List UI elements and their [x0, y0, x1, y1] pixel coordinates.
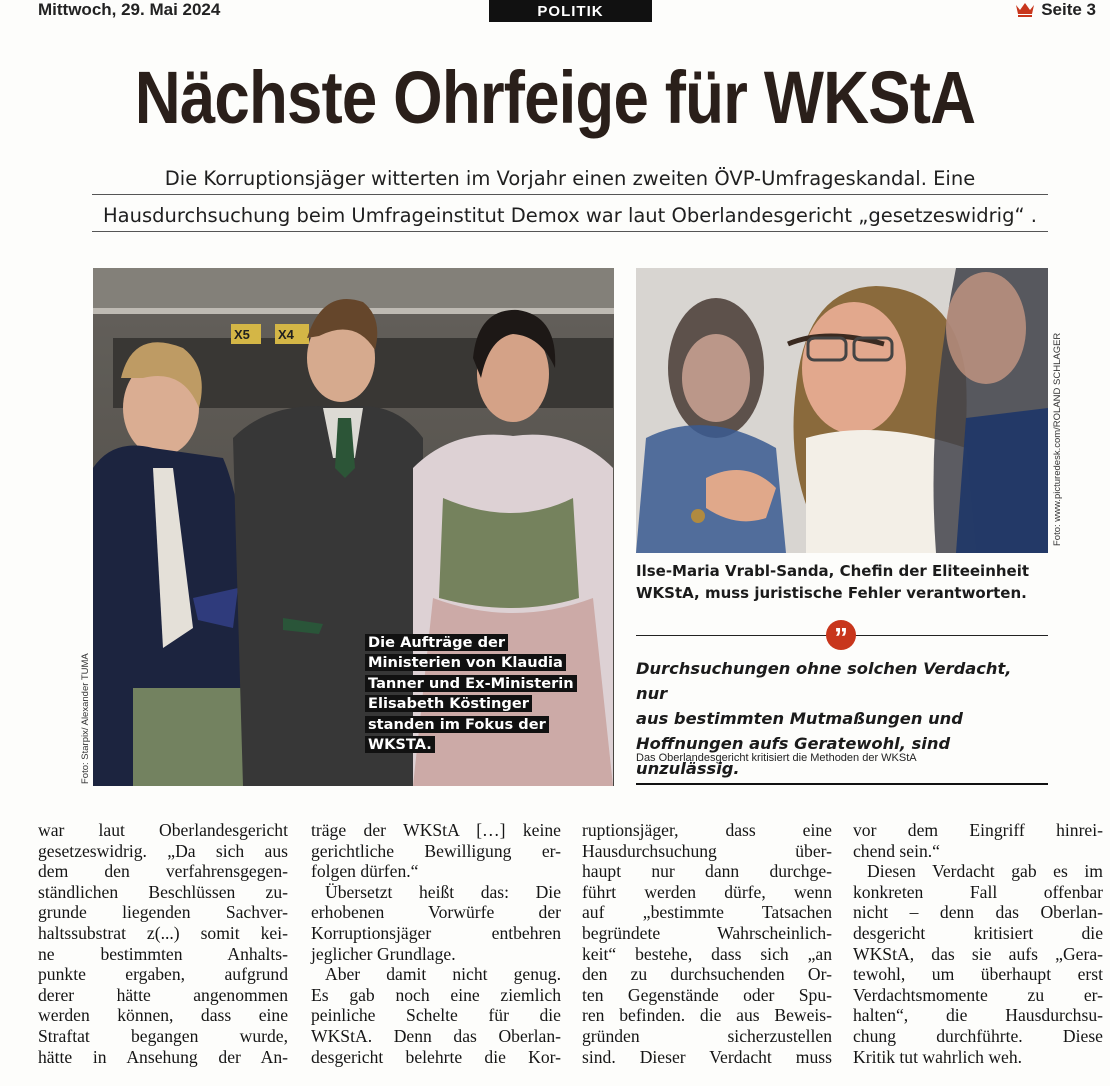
- deck-line-2: Hausdurchsuchung beim Umfrageinstitut Demox war laut Oberlandesgericht „gesetzeswidrig“ .: [103, 204, 1037, 227]
- body-line: konkreten Fall offenbar: [853, 881, 1103, 902]
- body-line: derer hätte angenommen: [38, 984, 288, 1005]
- body-column-1: [38, 820, 288, 1067]
- body-line: gründen sicherzustellen: [582, 1025, 832, 1046]
- body-line: Straftat begangen wurde,: [38, 1025, 288, 1046]
- headline: Nächste Ohrfeige für WKStA: [134, 56, 976, 139]
- caption-line: WKStA, muss juristische Fehler verantworten.: [636, 584, 1027, 602]
- body-line: werden können, dass eine: [38, 1005, 288, 1026]
- quote-source: Das Oberlandesgericht kritisiert die Methoden der WKStA: [636, 752, 917, 764]
- page-number-wrap: [1041, 0, 1096, 20]
- body-line: folgen dürfen.“: [311, 861, 419, 882]
- body-line: war laut Oberlandesgericht: [38, 820, 288, 840]
- caption-line: Die Aufträge der: [365, 634, 508, 651]
- body-line: chend sein.“: [853, 840, 940, 861]
- body-line: haltssubstrat z(...) somit kei-: [38, 922, 288, 943]
- body-line: gerichtliche Bewilligung er-: [311, 840, 561, 861]
- body-line: chung durchführte. Diese: [853, 1025, 1103, 1046]
- photo2-caption: [636, 560, 1048, 604]
- photo1-credit: Foto: Starpix/ Alexander TUMA: [80, 653, 91, 784]
- body-column-4: [853, 820, 1103, 1067]
- body-line: Übersetzt heißt das: Die: [325, 881, 561, 902]
- quote-line: Hoffnungen aufs Geratewohl, sind unzulässig.: [636, 734, 951, 778]
- body-line: gesetzeswidrig. „Da sich aus: [38, 840, 288, 861]
- body-line: begründete Wahrscheinlich-: [582, 922, 832, 943]
- body-line: Korruptionsjäger entbehren: [311, 922, 561, 943]
- body-line: Verdachtsmomente zu er-: [853, 984, 1103, 1005]
- body-column-2: [311, 820, 561, 1067]
- quote-line: aus bestimmten Mutmaßungen und: [636, 709, 963, 728]
- photo2-credit: Foto: www.picturedesk.com/ROLAND SCHLAGER: [1052, 332, 1063, 546]
- body-line: halten“, die Hausdurchsu-: [853, 1005, 1103, 1026]
- caption-line: standen im Fokus der: [365, 716, 549, 733]
- photo-vrabl-sanda-image: [636, 268, 1048, 553]
- section-label: POLITIK: [489, 0, 652, 22]
- body-line: Aber damit nicht genug.: [325, 964, 561, 985]
- body-line: führt werden dürfe, wenn: [582, 881, 832, 902]
- body-line: peinliche Schelte für die: [311, 1005, 561, 1026]
- deck-line-1: Die Korruptionsjäger witterten im Vorjahr einen zweiten ÖVP-Umfrageskandal. Eine: [164, 167, 976, 190]
- body-line: den zu durchsuchenden Or-: [582, 964, 832, 985]
- body-line: ruptionsjäger, dass eine: [582, 820, 832, 840]
- body-line: Es gab noch eine ziemlich: [311, 984, 561, 1005]
- quote-line: Durchsuchungen ohne solchen Verdacht, nur: [636, 659, 1012, 703]
- body-line: WKStA, das sie aufs „Gera-: [853, 943, 1103, 964]
- page-number: Seite 3: [1041, 0, 1096, 19]
- caption-line: WKSTA.: [365, 736, 435, 753]
- caption-line: Ilse-Maria Vrabl-Sanda, Chefin der Eliteeinheit: [636, 562, 1030, 580]
- issue-date: Mittwoch, 29. Mai 2024: [38, 0, 221, 19]
- page-header: [0, 0, 1110, 22]
- body-column-3: [582, 820, 832, 1067]
- body-line: auf „bestimmte Tatsachen: [582, 902, 832, 923]
- body-line: erhobenen Vorwürfe der: [311, 902, 561, 923]
- body-line: hätte in Ansehung der An-: [38, 1046, 288, 1067]
- photo1-caption: [365, 633, 577, 755]
- body-line: Diesen Verdacht gab es im: [867, 861, 1103, 882]
- body-line: ne bestimmten Anhalts-: [38, 943, 288, 964]
- caption-line: Ministerien von Klaudia: [365, 654, 566, 671]
- body-line: vor dem Eingriff hinrei-: [853, 820, 1103, 840]
- caption-line: Tanner und Ex-Ministerin: [365, 675, 577, 692]
- crown-icon: [1015, 1, 1035, 17]
- body-line: ren befinden. die aus Beweis-: [582, 1005, 832, 1026]
- body-line: WKStA. Denn das Oberlan-: [311, 1025, 561, 1046]
- body-line: ten Gegenstände oder Spu-: [582, 984, 832, 1005]
- body-line: träge der WKStA […] keine: [311, 820, 561, 840]
- photo-vrabl-sanda: [636, 268, 1048, 553]
- body-line: nicht – denn das Oberlan-: [853, 902, 1103, 923]
- body-line: tewohl, um überhaupt erst: [853, 964, 1103, 985]
- body-line: sind. Dieser Verdacht muss: [582, 1046, 832, 1067]
- body-line: Kritik tut wahrlich weh.: [853, 1046, 1023, 1067]
- caption-line: Elisabeth Köstinger: [365, 695, 532, 712]
- body-line: dem den verfahrensgegen-: [38, 861, 288, 882]
- body-line: haupt nur dann durchge-: [582, 861, 832, 882]
- deck-divider: [92, 194, 1048, 195]
- body-line: desgericht kritisiert die: [853, 922, 1103, 943]
- svg-text:X4: X4: [278, 327, 294, 342]
- body-line: jeglicher Grundlage.: [311, 943, 456, 964]
- body-line: keit“ bestehe, dass sich „an: [582, 943, 832, 964]
- deck-divider: [92, 231, 1048, 232]
- quote-icon: ”: [826, 620, 856, 650]
- body-line: Hausdurchsuchung über-: [582, 840, 832, 861]
- svg-text:X5: X5: [234, 327, 250, 342]
- body-line: punkte ergaben, aufgrund: [38, 964, 288, 985]
- quote-bottom-rule: [636, 783, 1048, 785]
- body-line: ständlichen Beschlüssen zu-: [38, 881, 288, 902]
- body-line: desgericht belehrte die Kor-: [311, 1046, 561, 1067]
- body-line: grunde liegenden Sachver-: [38, 902, 288, 923]
